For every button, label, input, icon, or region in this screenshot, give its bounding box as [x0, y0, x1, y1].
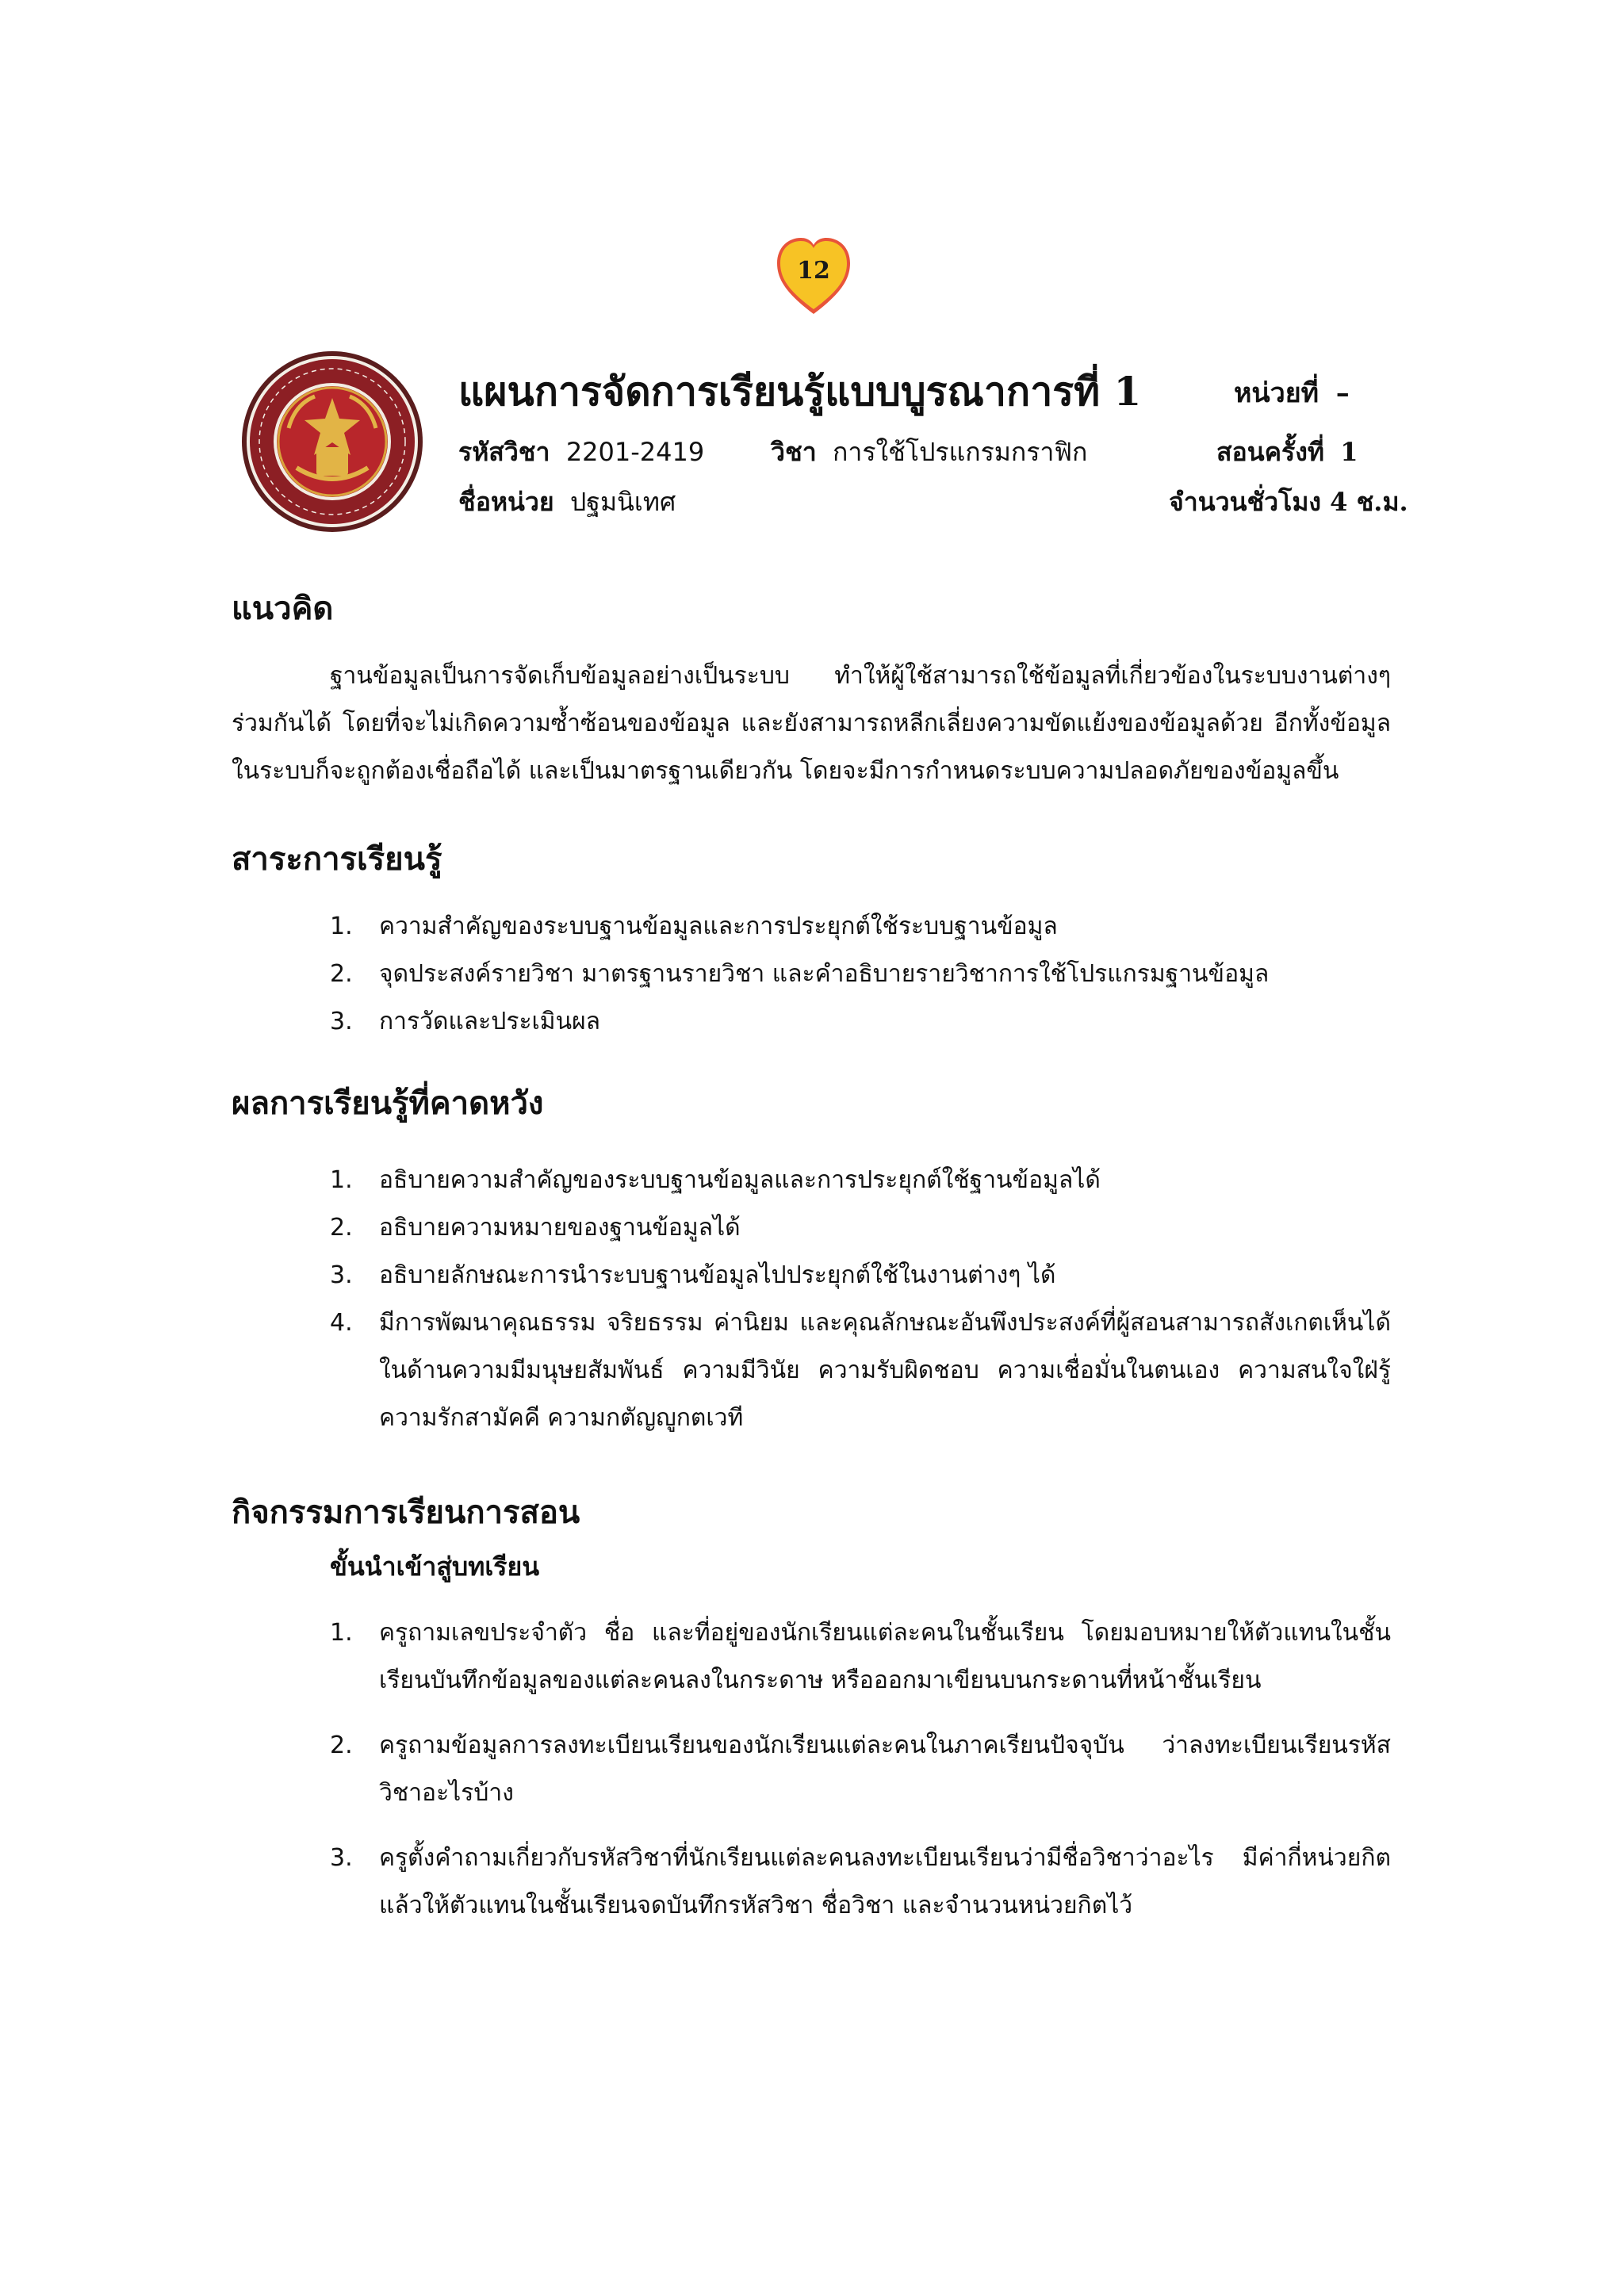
concept-paragraph: ฐานข้อมูลเป็นการจัดเก็บข้อมูลอย่างเป็นระบบ ทำให้ผู้ใช้สามารถใช้ข้อมูลที่เกี่ยวข้องในระบบงานต่างๆ ร่วมกันได้ โดยที่จะไม่เกิดความซ้ำซ้อนของข้อมูล และยังสามารถหลีกเลี่ยงความขัดแย้งของข้อมูลด้วย อีกทั้งข้อมูลในระบบก็จะถูกต้องเชื่อถือได้ และเป็นมาตรฐานเดียวกัน โดยจะมีการกำหนดระบบความปลอดภัยของข้อมูลขึ้น: [232, 662, 1391, 785]
item-text: ครูถามข้อมูลการลงทะเบียนเรียนของนักเรียนแต่ละคนในภาคเรียนปัจจุบัน ว่าลงทะเบียนเรียนรหัสวิชาอะไรบ้าง: [379, 1732, 1391, 1807]
item-text: ความสำคัญของระบบฐานข้อมูลและการประยุกต์ใช้ระบบฐานข้อมูล: [379, 913, 1058, 940]
activities-subtitle: ขั้นนำเข้าสู่บทเรียน: [330, 1552, 540, 1582]
unit-label: หน่วยที่: [1234, 377, 1320, 409]
document-body: [232, 583, 1391, 1961]
item-text: จุดประสงค์รายวิชา มาตรฐานรายวิชา และคำอธิบายรายวิชาการใช้โปรแกรมฐานข้อมูล: [379, 960, 1270, 988]
session-value: 1: [1340, 437, 1358, 467]
list-item: [232, 951, 1391, 998]
item-number: 1.: [330, 1619, 353, 1647]
content-title: สาระการเรียนรู้: [232, 841, 442, 878]
code-value: 2201-2419: [565, 437, 705, 467]
list-item: [232, 903, 1391, 951]
list-item: [232, 998, 1391, 1046]
list-item: [232, 1835, 1391, 1930]
item-number: 3.: [330, 1261, 353, 1289]
unitname-label: ชื่อหน่วย: [458, 487, 554, 517]
outcomes-list: [232, 1157, 1391, 1442]
session-number: [1216, 432, 1358, 473]
subject-label: วิชา: [771, 437, 817, 467]
item-text: มีการพัฒนาคุณธรรม จริยธรรม ค่านิยม และคุณลักษณะอันพึงประสงค์ที่ผู้สอนสามารถสังเกตเห็นได้ ในด้านความมีมนุษยสัมพันธ์ ความมีวินัย ความรับผิดชอบ ความเชื่อมั่นในตนเอง ความสนใจใฝ่รู้ ความรักสามัคคี ความกตัญญูกตเวที: [379, 1309, 1391, 1432]
list-item: [232, 1252, 1391, 1299]
item-number: 3.: [330, 1008, 353, 1035]
unitname-value: ปฐมนิเทศ: [569, 487, 676, 517]
item-number: 2.: [330, 960, 353, 988]
hours: จำนวนชั่วโมง 4 ช.ม.: [1169, 487, 1408, 517]
subject: [771, 432, 1087, 473]
session-label: สอนครั้งที่: [1216, 437, 1324, 467]
item-number: 3.: [330, 1844, 353, 1872]
item-text: อธิบายลักษณะการนำระบบฐานข้อมูลไปประยุกต์ใช้ในงานต่างๆ ได้: [379, 1261, 1056, 1289]
unit-value: –: [1335, 377, 1350, 409]
activities-title: กิจกรรมการเรียนการสอน: [232, 1494, 580, 1531]
list-item: [232, 1204, 1391, 1252]
item-number: 2.: [330, 1732, 353, 1759]
activities-list: [232, 1609, 1391, 1930]
page-number-badge: [774, 235, 853, 317]
list-item: [232, 1299, 1391, 1442]
content-list: [232, 903, 1391, 1046]
item-number: 4.: [330, 1309, 353, 1337]
vocational-commission-logo: [239, 349, 425, 534]
outcomes-title: ผลการเรียนรู้ที่คาดหวัง: [232, 1085, 544, 1122]
item-text: ครูตั้งคำถามเกี่ยวกับรหัสวิชาที่นักเรียนแต่ละคนลงทะเบียนเรียนว่ามีชื่อวิชาว่าอะไร มีค่ากี่หน่วยกิต แล้วให้ตัวแทนในชั้นเรียนจดบันทึกรหัสวิชา ชื่อวิชา และจำนวนหน่วยกิตไว้: [379, 1844, 1391, 1919]
item-text: อธิบายความสำคัญของระบบฐานข้อมูลและการประยุกต์ใช้ฐานข้อมูลได้: [379, 1166, 1101, 1194]
unit-name: [458, 482, 676, 522]
list-item: [232, 1157, 1391, 1204]
concept-title: แนวคิด: [232, 591, 334, 627]
item-text: อธิบายความหมายของฐานข้อมูลได้: [379, 1214, 741, 1242]
code-label: รหัสวิชา: [458, 437, 550, 467]
unit-number: [1234, 371, 1350, 414]
item-number: 1.: [330, 913, 353, 940]
subject-value: การใช้โปรแกรมกราฟิก: [833, 437, 1088, 467]
plan-title: แผนการจัดการเรียนรู้แบบบูรณาการที่ 1: [458, 368, 1142, 415]
item-text: การวัดและประเมินผล: [379, 1008, 601, 1035]
page-number: 12: [797, 257, 830, 285]
item-number: 2.: [330, 1214, 353, 1242]
list-item: [232, 1609, 1391, 1705]
item-number: 1.: [330, 1166, 353, 1194]
item-text: ครูถามเลขประจำตัว ชื่อ และที่อยู่ของนักเรียนแต่ละคนในชั้นเรียน โดยมอบหมายให้ตัวแทนในชั้นเรียนบันทึกข้อมูลของแต่ละคนลงในกระดาษ หรือออกมาเขียนบนกระดานที่หน้าชั้นเรียน: [379, 1619, 1391, 1694]
course-code: [458, 432, 704, 473]
list-item: [232, 1722, 1391, 1817]
